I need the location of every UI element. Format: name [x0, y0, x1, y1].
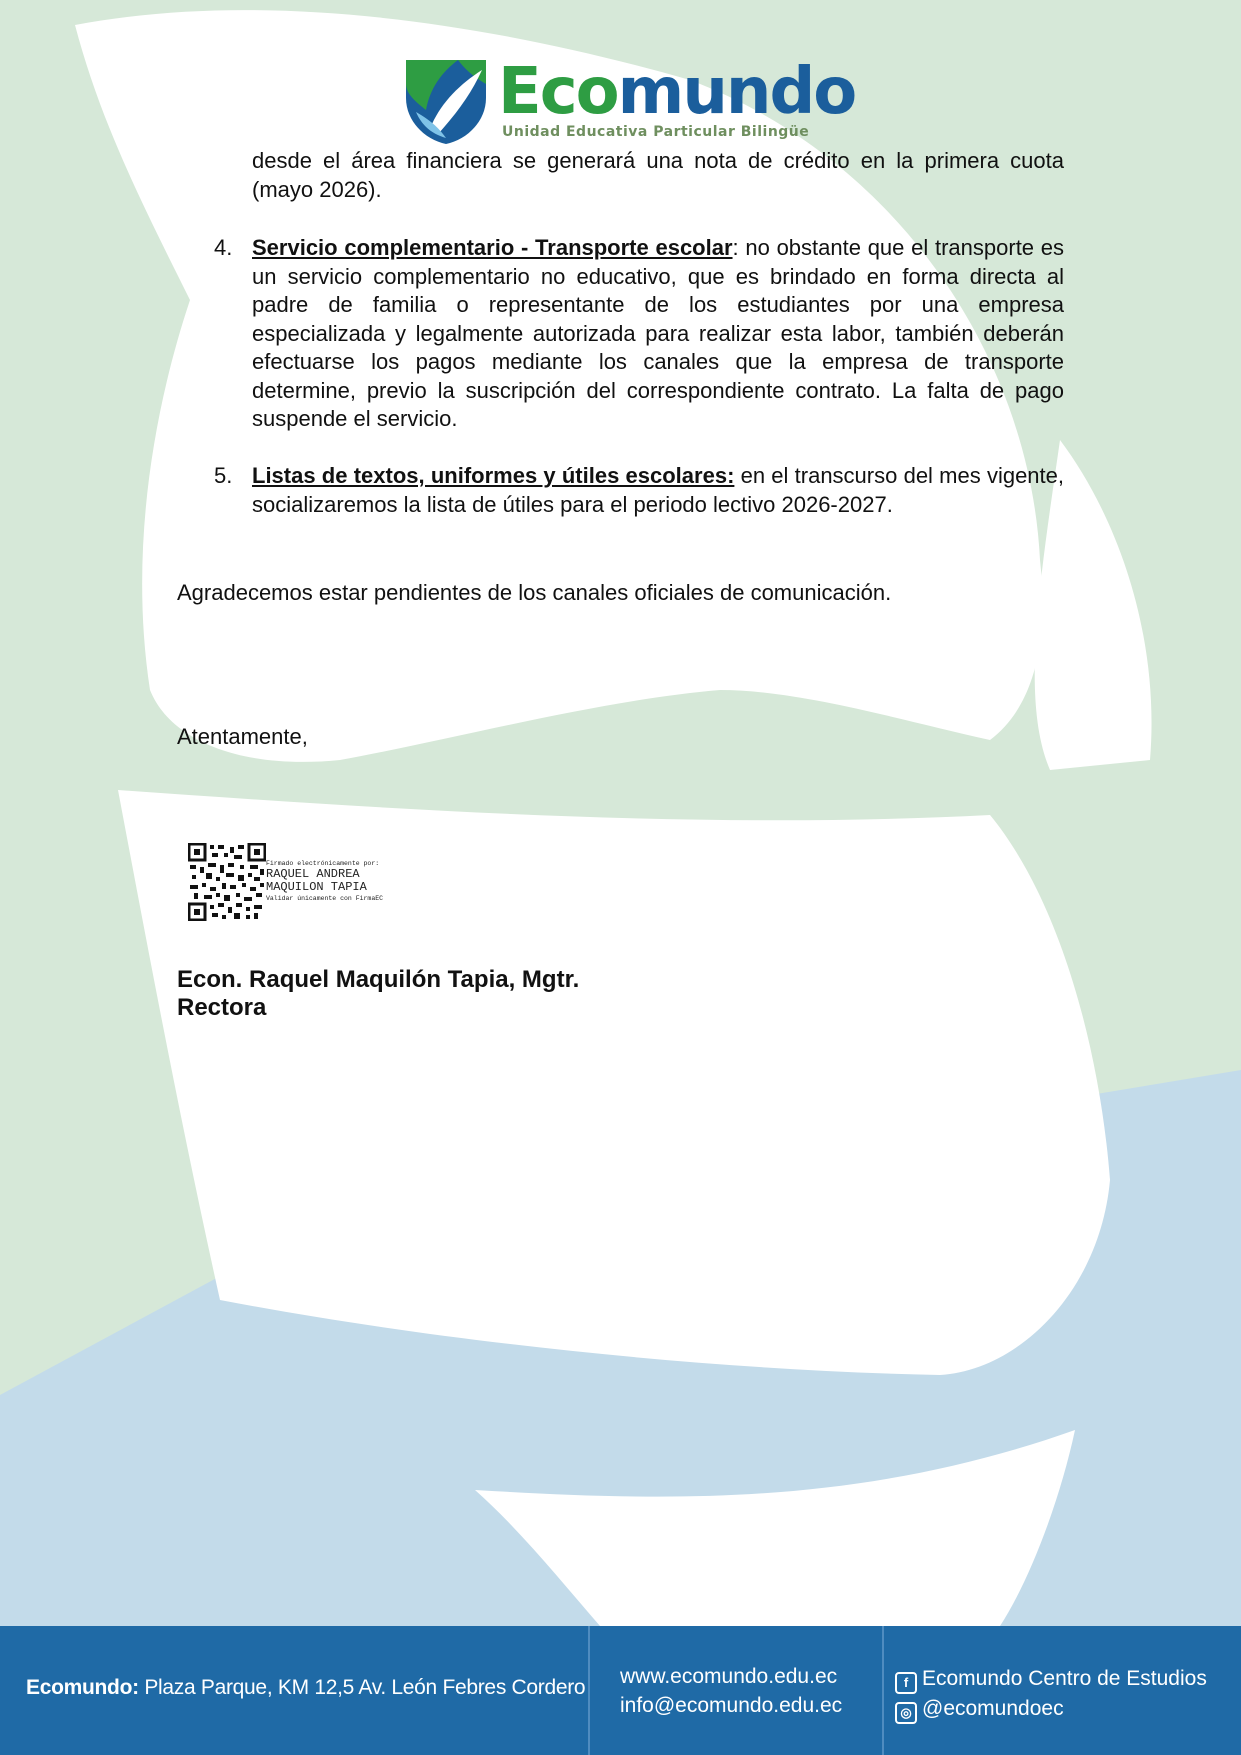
signature-validation: Validar únicamente con FirmaEC — [266, 895, 384, 902]
signature-name-line2: MAQUILON TAPIA — [266, 880, 367, 894]
footer-address-brand: Ecomundo: — [26, 1676, 139, 1699]
ecomundo-emblem-icon — [402, 54, 490, 146]
signer-block — [177, 966, 579, 1022]
footer-address — [26, 1676, 585, 1700]
footer-bar — [0, 1626, 1241, 1755]
facebook-icon: f — [895, 1672, 917, 1694]
signer-name: Econ. Raquel Maquilón Tapia, Mgtr. — [177, 966, 580, 993]
electronic-signature-text — [266, 860, 383, 903]
salutation: Atentamente, — [177, 724, 308, 749]
list-item-school-lists — [252, 462, 1064, 519]
footer-facebook-text: Ecomundo Centro de Estudios — [922, 1667, 1207, 1690]
signer-title: Rectora — [177, 994, 267, 1021]
closing-text: Agradecemos estar pendientes de los canales oficiales de comunicación. — [177, 580, 892, 605]
logo-subtitle: Unidad Educativa Particular Bilingüe — [502, 124, 810, 140]
footer-divider — [588, 1626, 590, 1755]
qr-code-icon — [188, 843, 266, 921]
logo-name-part2: mundo — [617, 55, 856, 129]
signature-name-line1: RAQUEL ANDREA — [266, 867, 360, 881]
footer-email-link[interactable]: info@ecomundo.edu.ec — [620, 1694, 843, 1717]
footer-social — [895, 1664, 1207, 1724]
logo-name-part1: Eco — [498, 55, 618, 129]
footer-instagram[interactable] — [895, 1694, 1207, 1724]
item-text: en el transcurso del mes vigente, socializaremos la lista de útiles para el periodo lectivo 2026-2027. — [252, 463, 1064, 517]
item-number: 4. — [214, 235, 233, 260]
footer-facebook[interactable] — [895, 1664, 1207, 1694]
item-text: : no obstante que el transporte es un servicio complementario no educativo, que es brindado en forma directa al padre de familia o representante de los estudiantes por una empresa especializada y legalmente autorizada para realizar esta labor, también deberán efectuarse los pagos mediante los canales que la empresa de transporte determine, previo la suscripción del correspondiente contrato. La falta de pago suspende el servicio. — [252, 235, 1065, 431]
footer-instagram-text: @ecomundoec — [922, 1697, 1064, 1720]
footer-divider — [882, 1626, 884, 1755]
footer-address-text: Plaza Parque, KM 12,5 Av. León Febres Cordero — [138, 1676, 586, 1699]
logo-wordmark — [498, 54, 855, 130]
continuation-paragraph: desde el área financiera se generará una nota de crédito en la primera cuota (mayo 2026). — [252, 148, 1064, 202]
list-item-transport — [252, 234, 1064, 434]
item-heading: Servicio complementario - Transporte escolar — [252, 235, 733, 260]
footer-contact — [620, 1662, 842, 1720]
ecomundo-logo — [402, 54, 856, 146]
item-heading: Listas de textos, uniformes y útiles escolares: — [252, 463, 735, 488]
item-number: 5. — [214, 463, 233, 488]
signature-label: Firmado electrónicamente por: — [266, 860, 380, 867]
footer-website-link[interactable]: www.ecomundo.edu.ec — [620, 1665, 838, 1688]
instagram-icon: ◎ — [895, 1702, 917, 1724]
